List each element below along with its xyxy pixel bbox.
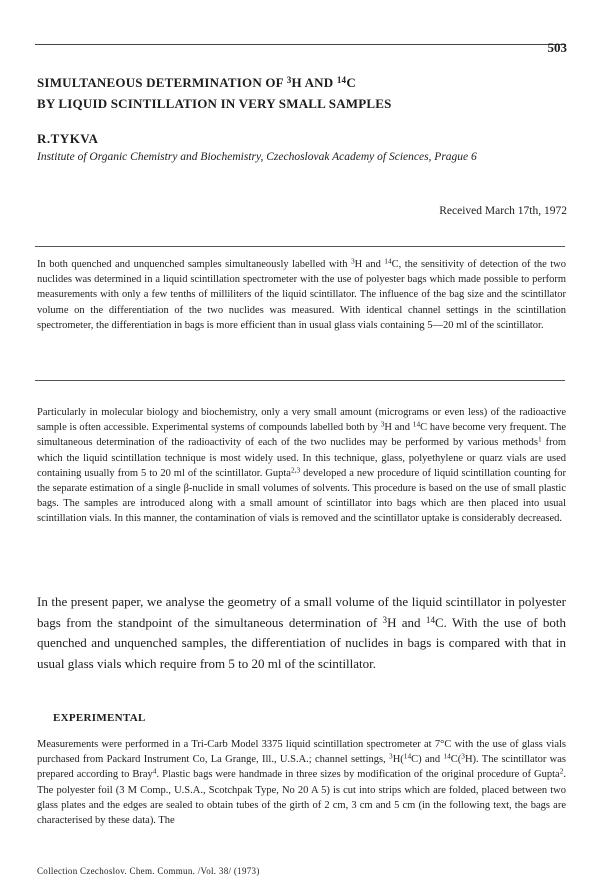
superscript: 14 (425, 614, 435, 625)
text-run: C have become very frequent. The simultaneous determination of the radioactivity of each of the two nuclides may be performed by various methods (37, 422, 566, 449)
text-run: H). The scintillator was prepared according to Bray (37, 754, 567, 781)
superscript: 3 (286, 74, 292, 85)
section-heading-experimental: EXPERIMENTAL (53, 712, 146, 724)
article-title (37, 72, 557, 114)
text-run: from which the liquid scintillation technique is most widely used. In this technique, glass, polyethylene or quarz vials are used containing usually from 5 to 20 ml of the scintillator. Gupta (37, 437, 566, 479)
title-text: C (346, 75, 356, 90)
superscript: 3 (380, 419, 385, 429)
abstract-top-rule (35, 246, 565, 247)
text-run: H and (354, 259, 385, 270)
present-paper-paragraph (37, 592, 566, 674)
superscript: 3 (461, 751, 465, 761)
superscript: 14 (336, 74, 347, 85)
text-run: Measurements were performed in a Tri-Carb Model 3375 liquid scintillation spectrometer at 7°C with the use of glass vials purchased from Packard Instrument Co, La Grange, Ill., U.S.A.; channel settings, (37, 739, 566, 766)
experimental-paragraph (37, 737, 566, 828)
superscript: 14 (412, 419, 421, 429)
text-run: C, the sensitivity of detection of the two nuclides was determined in a liquid scintillation spectrometer with the use of polyester bags which made possible to perform measurements with only a few tenths of milliliters of the liquid scintillator. The influence of the bag size and the scintillator volume on the differentiation of the two nuclides was measured. With identical channel settings in the scintillation spectrometer, the differentiation in bags is more efficient than in usual glass vials containing 5—20 ml of the scintillator. (37, 259, 566, 331)
abstract (37, 257, 566, 333)
superscript: 14 (403, 751, 412, 761)
text-run: developed a new procedure of liquid scintillation counting for the separate estimation of a single β-nuclide in small volumes of solvents. This procedure is based on the use of small plastic bags. The samples are introduced along with a small amount of scintillator into bags which are then placed into usual scintillation vials. In this manner, the contamination of vials is removed and the scintillator uptake is considerably decreased. (37, 467, 566, 525)
text-run: H and (387, 614, 426, 630)
superscript: 3 (382, 614, 388, 625)
title-text: BY LIQUID SCINTILLATION IN VERY SMALL SAMPLES (37, 96, 392, 111)
page-number: 503 (547, 40, 567, 55)
abstract-bottom-rule (35, 380, 565, 381)
text-run: Particularly in molecular biology and biochemistry, only a very small amount (micrograms or even less) of the radioactive sample is often accessible. Experimental systems of compounds labelled both by (37, 407, 566, 434)
author-affiliation: Institute of Organic Chemistry and Biochemistry, Czechoslovak Academy of Sciences, Prague 6 (37, 151, 477, 163)
footer-citation: Collection Czechoslov. Chem. Commun. /Vol. 38/ (1973) (37, 866, 260, 876)
superscript: 3 (389, 751, 393, 761)
author-name: R.TYKVA (37, 131, 99, 146)
reference-marker: 4 (152, 767, 157, 777)
text-run: H and (384, 422, 413, 434)
received-date: Received March 17th, 1972 (439, 205, 567, 217)
text-run: In the present paper, we analyse the geometry of a small volume of the liquid scintillator in polyester bags from the standpoint of the simultaneous determination of (37, 594, 566, 630)
header-rule (35, 44, 565, 45)
text-run: In both quenched and unquenched samples simultaneously labelled with (37, 259, 351, 270)
text-run: C. With the use of both quenched and unquenched samples, the differentiation of nuclides in bags is compared with that in usual glass vials which require from 5 to 20 ml of the scintillator. (37, 614, 566, 671)
superscript: 14 (443, 751, 451, 761)
reference-marker: 2 (559, 767, 564, 777)
text-run: C) and (411, 754, 444, 766)
text-run: C( (450, 754, 462, 766)
introduction-paragraph (37, 405, 566, 527)
title-text: SIMULTANEOUS DETERMINATION OF (37, 75, 287, 90)
superscript: 3 (350, 256, 355, 266)
text-run: H( (392, 754, 404, 766)
text-run: . Plastic bags were handmade in three sizes by modification of the original procedure of Gupta (156, 769, 560, 781)
reference-marker: 1 (537, 435, 542, 445)
text-run: . The polyester foil (3 M Comp., U.S.A., Scotchpak Type, No 20 A 5) is cut into strips which are folded, placed between two glass plates and the edges are sealed to obtain tubes of the girth of 2 cm, 3 cm and 5 cm (in the following text, the bags are characterised by these data). The (37, 769, 566, 827)
reference-marker: 2,3 (290, 465, 301, 475)
superscript: 14 (384, 256, 392, 266)
title-text: H AND (291, 75, 337, 90)
